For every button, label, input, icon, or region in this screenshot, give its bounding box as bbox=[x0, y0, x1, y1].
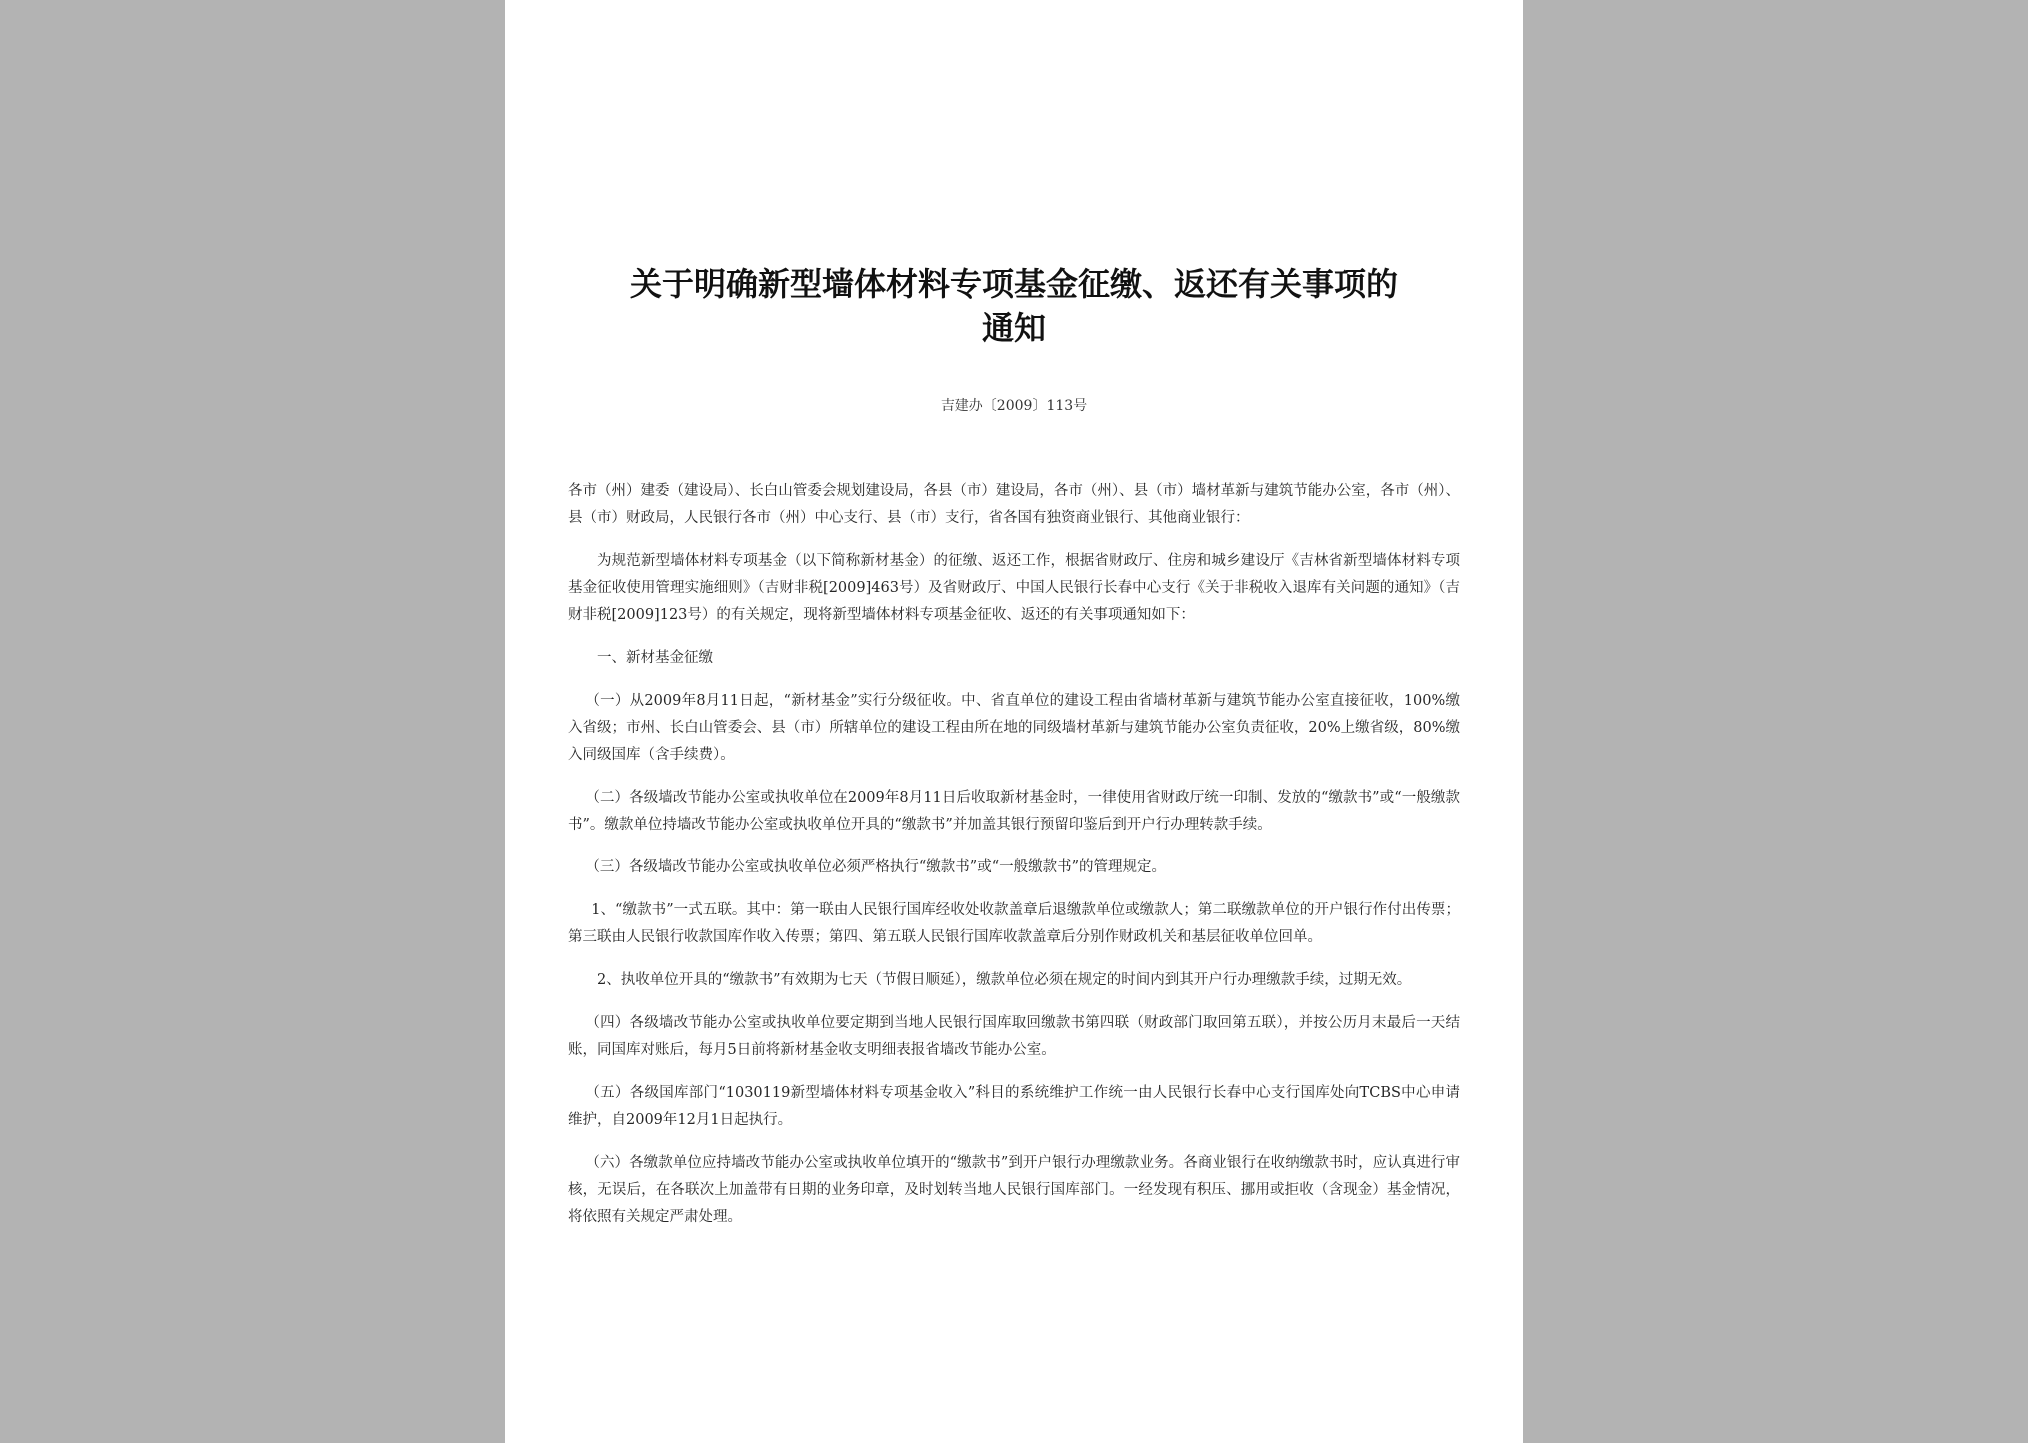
title-line-1: 关于明确新型墙体材料专项基金征缴、返还有关事项的 bbox=[629, 265, 1398, 303]
section-heading: 一、新材基金征缴 bbox=[597, 650, 713, 666]
document-number: 吉建办〔2009〕113号 bbox=[940, 398, 1088, 414]
item-5: （五）各级国库部门“1030119新型墙体材料专项基金收入”科目的系统维护工作统一由人民银行长春中心支行国库处向TCBS中心申请维护，自2009年12月1日起执行。 bbox=[568, 1085, 1460, 1128]
item-3: （三）各级墙改节能办公室或执收单位必须严格执行“缴款书”或“一般缴款书”的管理规定。 bbox=[585, 859, 1167, 875]
item-3-sub-2: 2、执收单位开具的“缴款书”有效期为七天（节假日顺延），缴款单位必须在规定的时间内到其开户行办理缴款手续，过期无效。 bbox=[597, 972, 1412, 988]
document-page bbox=[505, 0, 1523, 1443]
item-3-sub-1: 1、“缴款书”一式五联。其中：第一联由人民银行国库经收处收款盖章后退缴款单位或缴款人；第二联缴款单位的开户银行作付出传票；第三联由人民银行收款国库作收入传票；第四、第五联人民银行国库收款盖章后分别作财政机关和基层征收单位回单。 bbox=[568, 902, 1460, 945]
intro-paragraph: 为规范新型墙体材料专项基金（以下简称新材基金）的征缴、返还工作，根据省财政厅、住房和城乡建设厅《吉林省新型墙体材料专项基金征收使用管理实施细则》（吉财非税[2009]463号）及省财政厅、中国人民银行长春中心支行《关于非税收入退库有关问题的通知》（吉财非税[2009]123号）的有关规定，现将新型墙体材料专项基金征收、返还的有关事项通知如下： bbox=[568, 553, 1460, 623]
title-line-2: 通知 bbox=[981, 309, 1046, 347]
item-4: （四）各级墙改节能办公室或执收单位要定期到当地人民银行国库取回缴款书第四联（财政部门取回第五联），并按公历月末最后一天结账，同国库对账后，每月5日前将新材基金收支明细表报省墙改节能办公室。 bbox=[568, 1015, 1460, 1058]
item-2: （二）各级墙改节能办公室或执收单位在2009年8月11日后收取新材基金时，一律使用省财政厅统一印制、发放的“缴款书”或“一般缴款书”。缴款单位持墙改节能办公室或执收单位开具的“缴款书”并加盖其银行预留印鉴后到开户行办理转款手续。 bbox=[568, 790, 1460, 833]
item-6: （六）各缴款单位应持墙改节能办公室或执收单位填开的“缴款书”到开户银行办理缴款业务。各商业银行在收纳缴款书时，应认真进行审核，无误后，在各联次上加盖带有日期的业务印章，及时划转当地人民银行国库部门。一经发现有积压、挪用或拒收（含现金）基金情况，将依照有关规定严肃处理。 bbox=[568, 1155, 1460, 1225]
document-title bbox=[568, 262, 1460, 350]
recipients-paragraph: 各市（州）建委（建设局）、长白山管委会规划建设局，各县（市）建设局，各市（州）、县（市）墙材革新与建筑节能办公室，各市（州）、县（市）财政局，人民银行各市（州）中心支行、县（市）支行，省各国有独资商业银行、其他商业银行： bbox=[568, 483, 1460, 526]
item-1: （一）从2009年8月11日起，“新材基金”实行分级征收。中、省直单位的建设工程由省墙材革新与建筑节能办公室直接征收，100%缴入省级；市州、长白山管委会、县（市）所辖单位的建设工程由所在地的同级墙材革新与建筑节能办公室负责征收，20%上缴省级，80%缴入同级国库（含手续费）。 bbox=[568, 693, 1460, 763]
document-body bbox=[568, 478, 1460, 1231]
